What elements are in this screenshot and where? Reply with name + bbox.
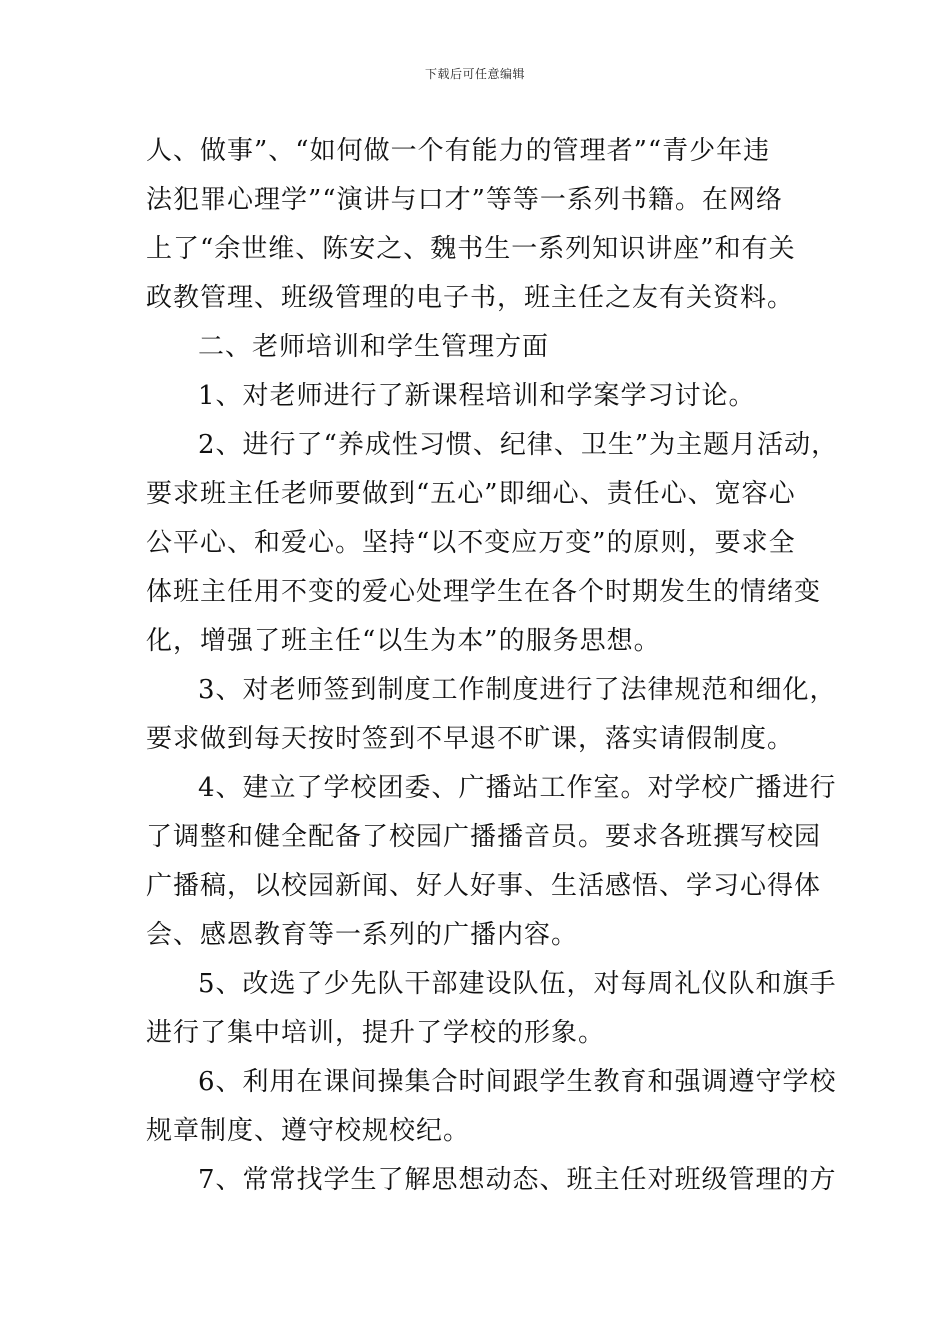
text-line: 要求班主任老师要做到“五心”即细心、责任心、宽容心 — [146, 479, 796, 509]
document-body — [146, 127, 839, 1205]
page-header: 下载后可任意编辑 — [424, 67, 525, 81]
list-item-start: 4、建立了学校团委、广播站工作室。对学校广播进行 — [198, 773, 837, 803]
list-item-start: 5、改选了少先队干部建设队伍，对每周礼仪队和旗手 — [198, 969, 837, 999]
list-item-start: 7、常常找学生了解思想动态、班主任对班级管理的方 — [198, 1165, 837, 1195]
text-line: 要求做到每天按时签到不早退不旷课，落实请假制度。 — [146, 724, 795, 754]
list-item-start: 6、利用在课间操集合时间跟学生教育和强调遵守学校 — [198, 1067, 837, 1097]
list-item-start: 2、进行了“养成性习惯、纪律、卫生”为主题月活动， — [198, 430, 839, 460]
text-line: 上了“余世维、陈安之、魏书生一系列知识讲座”和有关 — [146, 234, 796, 264]
text-line: 会、感恩教育等一系列的广播内容。 — [146, 920, 579, 950]
text-line: 体班主任用不变的爱心处理学生在各个时期发生的情绪变 — [146, 577, 822, 607]
list-item-start: 1、对老师进行了新课程培训和学案学习讨论。 — [198, 381, 756, 411]
section-heading: 二、老师培训和学生管理方面 — [198, 332, 550, 362]
text-line: 进行了集中培训，提升了学校的形象。 — [146, 1018, 606, 1048]
text-line: 人、做事”、“如何做一个有能力的管理者”“青少年违 — [146, 136, 771, 166]
text-line: 公平心、和爱心。坚持“以不变应万变”的原则，要求全 — [146, 528, 796, 558]
text-line: 了调整和健全配备了校园广播播音员。要求各班撰写校园 — [146, 822, 822, 852]
list-item-start: 3、对老师签到制度工作制度进行了法律规范和细化， — [198, 675, 837, 705]
text-line: 规章制度、遵守校规校纪。 — [146, 1116, 471, 1146]
text-line: 广播稿，以校园新闻、好人好事、生活感悟、学习心得体 — [146, 871, 822, 901]
text-line: 政教管理、班级管理的电子书，班主任之友有关资料。 — [146, 283, 795, 313]
text-line: 法犯罪心理学”“演讲与口才”等等一系列书籍。在网络 — [146, 185, 783, 215]
text-line: 化，增强了班主任“以生为本”的服务思想。 — [146, 626, 661, 656]
